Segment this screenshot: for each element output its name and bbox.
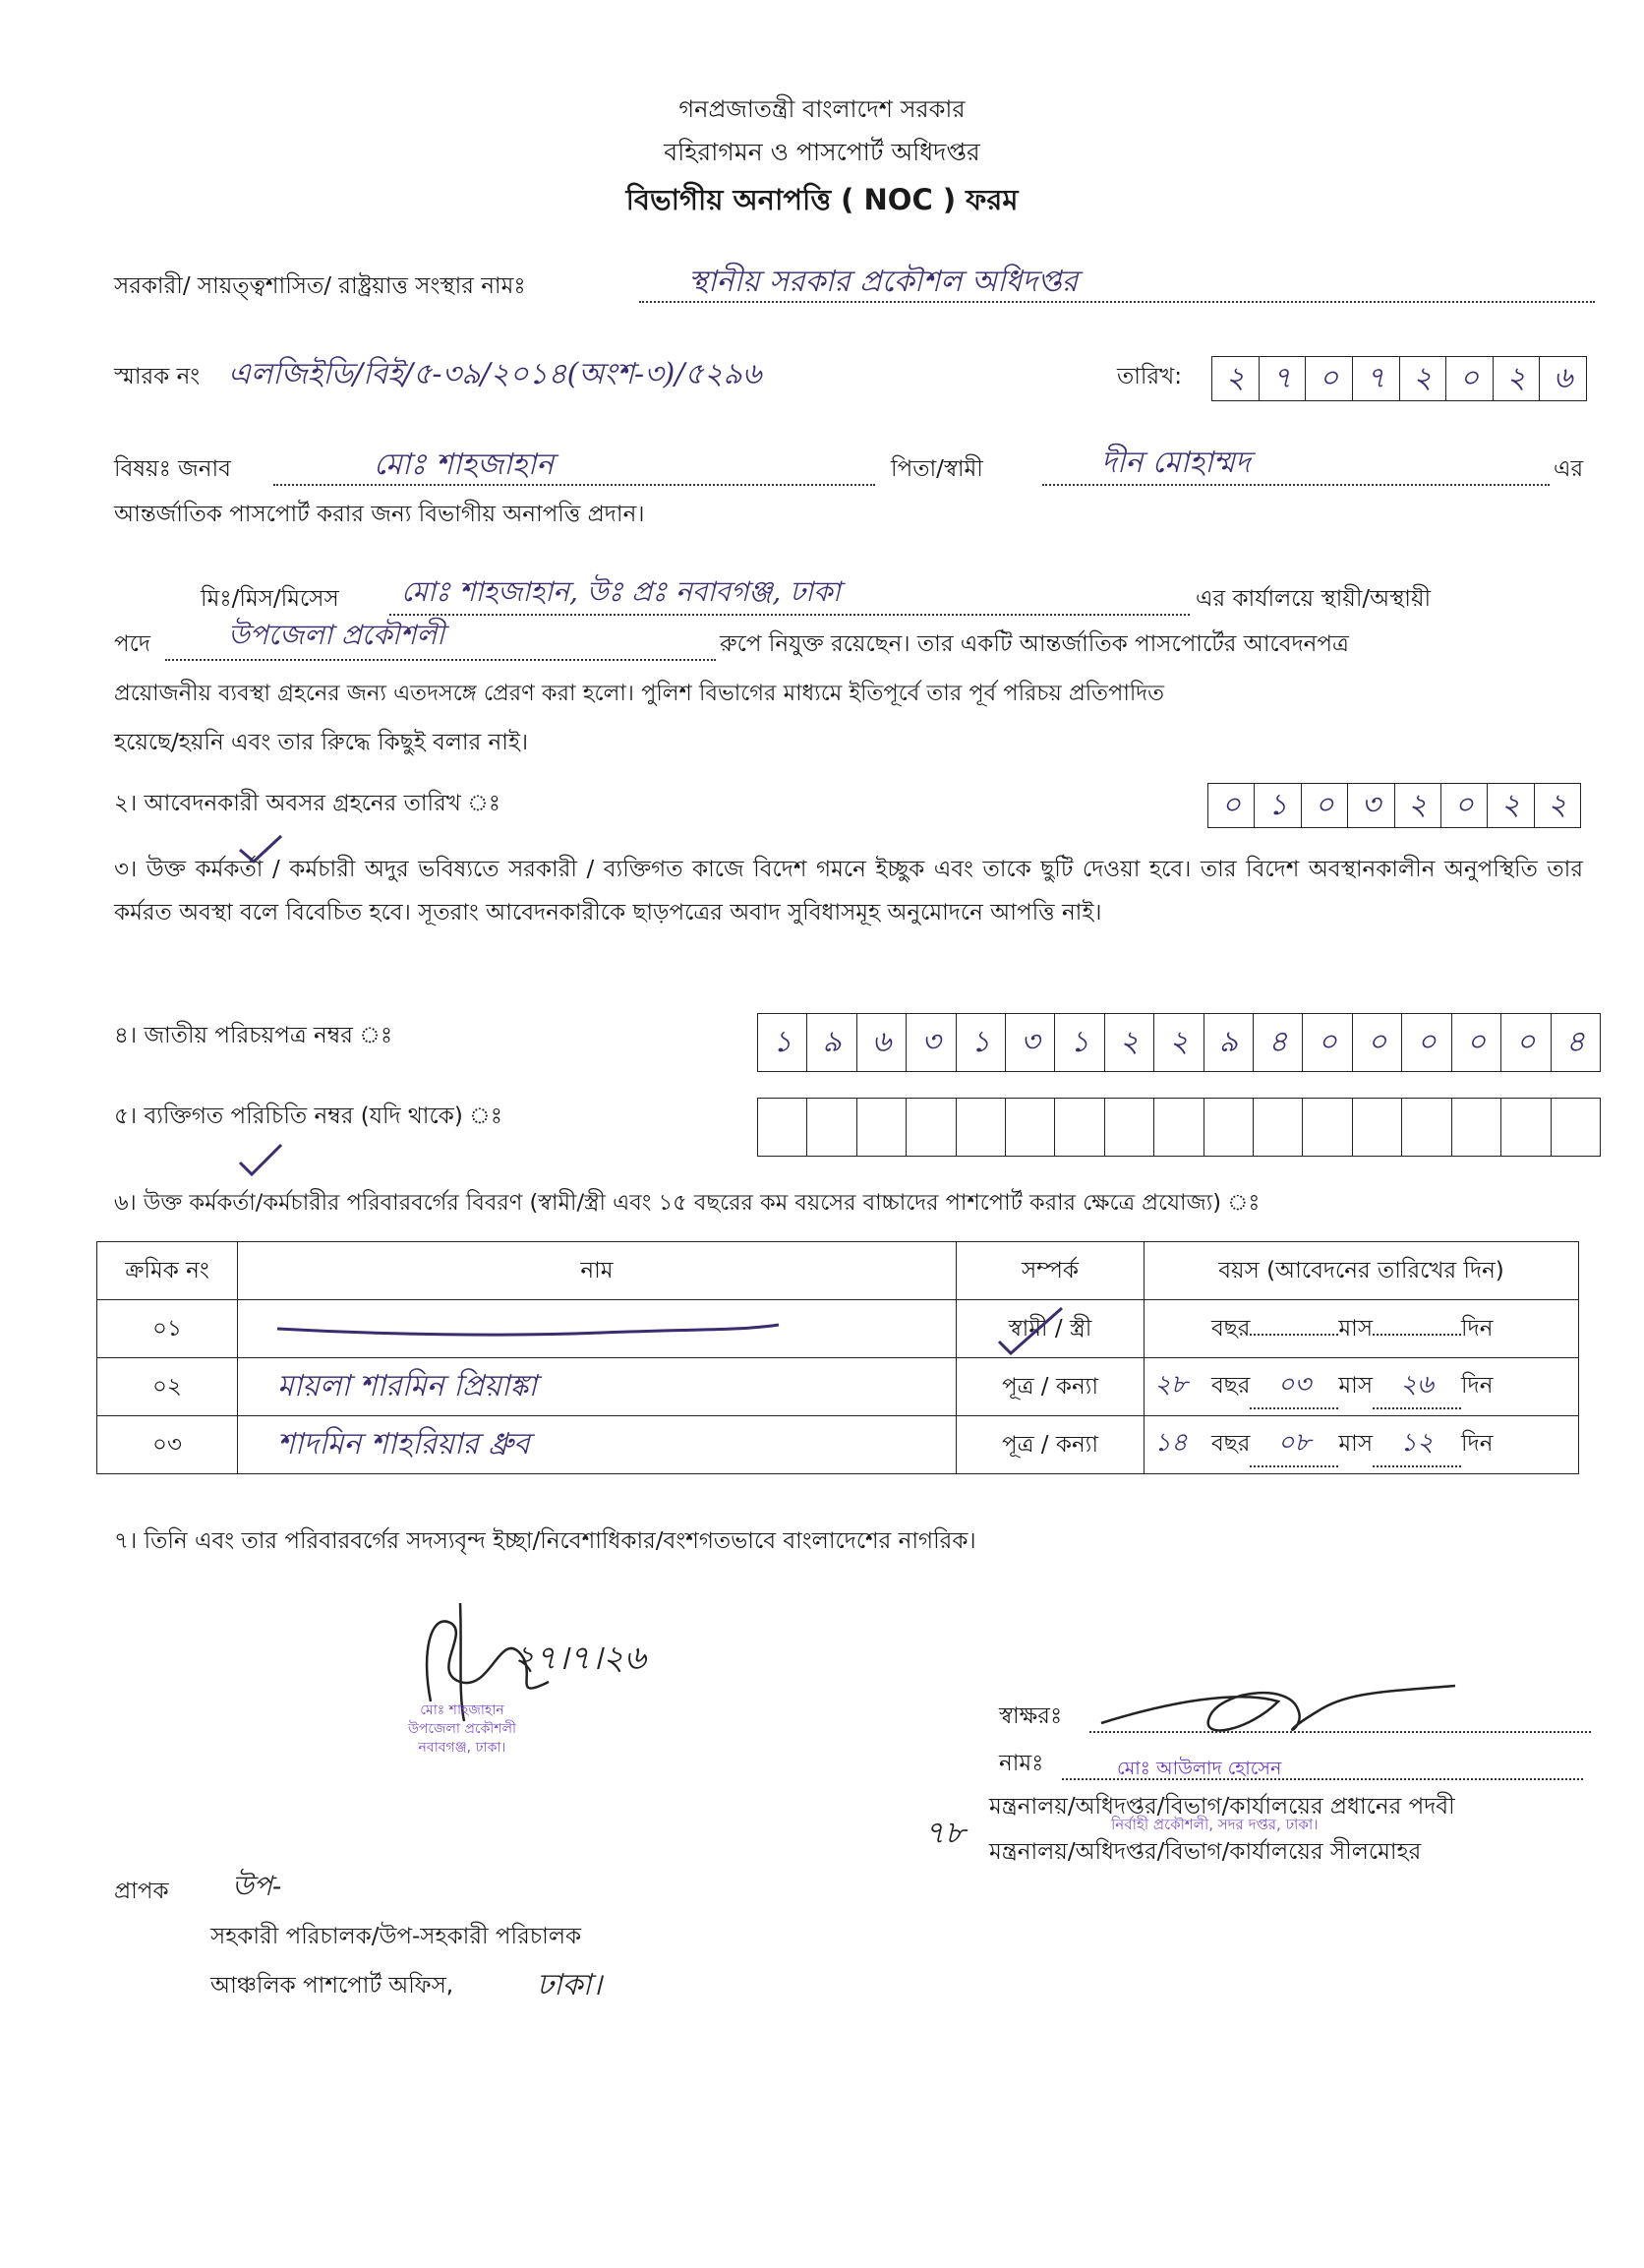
body-t4: প্রয়োজনীয় ব্যবস্থা গ্রহনের জন্য এতদসঙ্গে প্রেরণ করা হলো। পুলিশ বিভাগের মাধ্যমে ইতিপূর্বে তার পূর্ব পরিচয় প্রতিপাদিত bbox=[114, 681, 1164, 706]
age-month: ০৮ bbox=[1277, 1428, 1312, 1458]
digit-box: ২ bbox=[1105, 1014, 1154, 1071]
month-word: মাস bbox=[1338, 1315, 1374, 1342]
table-row bbox=[97, 1300, 1579, 1358]
header-age: বয়স (আবেদনের তারিখের দিন) bbox=[1145, 1242, 1579, 1300]
nid-boxes bbox=[757, 1013, 1601, 1072]
age-year: ১৪ bbox=[1154, 1428, 1188, 1458]
month-dots bbox=[1250, 1364, 1338, 1409]
item4-label: ৪। জাতীয় পরিচয়পত্র নম্বর ঃ bbox=[114, 1023, 393, 1048]
body-t1: এর কার্যালয়ে স্থায়ী/অস্থায়ী bbox=[1196, 586, 1432, 612]
digit-box bbox=[957, 1099, 1006, 1156]
retire-date-boxes bbox=[1207, 783, 1581, 828]
body-t2: পদে bbox=[114, 631, 150, 657]
seal-line2: উপজেলা প্রকৌশলী bbox=[407, 1721, 517, 1737]
row-relation: স্বামী / স্ত্রী bbox=[957, 1300, 1145, 1358]
digit-box: ২ bbox=[1212, 357, 1260, 400]
digit-box: ৪ bbox=[1565, 1024, 1585, 1059]
digit-box: ২ bbox=[1488, 784, 1534, 827]
body-t5: হয়েছে/হয়নি এবং তার রিুদ্ধে কিছুই বলার নাই। bbox=[114, 730, 529, 755]
row-relation: পূত্র / কন্যা bbox=[957, 1358, 1145, 1416]
row-serial: ০১ bbox=[97, 1300, 238, 1358]
row-serial: ০৩ bbox=[97, 1416, 238, 1474]
seal-line3: নবাবগঞ্জ, ঢাকা। bbox=[418, 1740, 506, 1756]
digit-box: ১ bbox=[957, 1014, 1006, 1071]
seal-line1: মোঃ শাহজাহান bbox=[420, 1702, 504, 1718]
digit-box: ৯ bbox=[1204, 1014, 1254, 1071]
tick-mark-icon bbox=[236, 832, 285, 865]
memo-date-boxes bbox=[1211, 356, 1587, 401]
item7-text: ৭। তিনি এবং তার পরিবারবর্গের সদস্যবৃন্দ ইচ্ছা/নিবেশাধিকার/বংশগতভাবে বাংলাদেশের নাগরিক। bbox=[114, 1528, 976, 1554]
digit-box: ৭ bbox=[1353, 357, 1400, 400]
day-dots bbox=[1373, 1422, 1461, 1467]
table-row bbox=[97, 1416, 1579, 1474]
digit-box bbox=[1552, 1099, 1600, 1156]
row-serial: ০২ bbox=[97, 1358, 238, 1416]
recipient-note: উপ- bbox=[232, 1870, 282, 1902]
digit-box: ০ bbox=[1306, 357, 1353, 400]
row-age bbox=[1145, 1358, 1579, 1416]
initial-mark: ৭৮ bbox=[924, 1814, 966, 1851]
digit-box: ২ bbox=[1494, 357, 1541, 400]
header-relation: সম্পর্ক bbox=[957, 1242, 1145, 1300]
digit-box: ০ bbox=[1402, 1014, 1451, 1071]
digit-box bbox=[1501, 1099, 1551, 1156]
item2-label: ২। আবেদনকারী অবসর গ্রহনের তারিখ ঃ bbox=[114, 791, 501, 816]
memo-label: স্মারক নং bbox=[114, 364, 201, 389]
digit-box: ০ bbox=[1501, 1014, 1551, 1071]
date-label: তারিখ: bbox=[1117, 364, 1183, 389]
digit-box bbox=[857, 1099, 907, 1156]
recipient-city: ঢাকা। bbox=[537, 1968, 603, 2002]
sign-label: স্বাক্ষরঃ bbox=[999, 1703, 1063, 1729]
table-header-row bbox=[97, 1242, 1579, 1300]
month-word: মাস bbox=[1338, 1431, 1374, 1457]
digit-box: ২ bbox=[1548, 787, 1567, 822]
digit-box bbox=[807, 1099, 856, 1156]
row-name: মায়লা শারমিন প্রিয়াঙ্কা bbox=[238, 1358, 957, 1416]
row-relation: পূত্র / কন্যা bbox=[957, 1416, 1145, 1474]
digit-box bbox=[1055, 1099, 1104, 1156]
year-word: বছর bbox=[1211, 1373, 1251, 1399]
digit-box: ০ bbox=[1303, 1014, 1352, 1071]
item5-label: ৫। ব্যক্তিগত পরিচিতি নম্বর (যদি থাকে) ঃ bbox=[114, 1104, 502, 1129]
redaction-scribble-icon bbox=[248, 1311, 798, 1341]
name-label: নামঃ bbox=[999, 1751, 1044, 1776]
seal-label: মন্ত্রনালয়/অধিদপ্তর/বিভাগ/কার্যালয়ের সীলমোহর bbox=[989, 1839, 1422, 1865]
age-day: ২৬ bbox=[1400, 1370, 1434, 1400]
day-dots bbox=[1373, 1364, 1461, 1409]
digit-box bbox=[1303, 1099, 1352, 1156]
digit-box: ০ bbox=[1208, 784, 1255, 827]
row-age bbox=[1145, 1416, 1579, 1474]
digit-box: ০ bbox=[1302, 784, 1348, 827]
age-month: ০৩ bbox=[1277, 1370, 1312, 1400]
digit-box: ৩ bbox=[907, 1014, 956, 1071]
person-value: মোঃ শাহজাহান, উঃ প্রঃ নবাবগঞ্জ, ঢাকা bbox=[401, 575, 841, 608]
row-age bbox=[1145, 1300, 1579, 1358]
subject-line2: আন্তর্জাতিক পাসপোর্ট করার জন্য বিভাগীয় অনাপত্তি প্রদান। bbox=[114, 502, 645, 527]
digit-box: ০ bbox=[1441, 784, 1488, 827]
header-serial: ক্রমিক নং bbox=[97, 1242, 238, 1300]
item6-label: ৬। উক্ত কর্মকর্তা/কর্মচারীর পরিবারবর্গের বিবরণ (স্বামী/স্ত্রী এবং ১৫ বছরের কম বয়সের বাচ্চাদের পাশপোর্ট করার ক্ষেত্রে প্রযোজ্য) ঃ bbox=[114, 1190, 1261, 1216]
row-name: শাদমিন শাহরিয়ার ধ্রুব bbox=[238, 1416, 957, 1474]
pid-boxes bbox=[757, 1098, 1601, 1157]
table-row bbox=[97, 1358, 1579, 1416]
month-dots bbox=[1250, 1334, 1338, 1336]
digit-box bbox=[1353, 1099, 1402, 1156]
recipient-line2: আঞ্চলিক পাশপোর্ট অফিস, bbox=[210, 1973, 454, 1999]
digit-box: ২ bbox=[1154, 1014, 1204, 1071]
month-dots bbox=[1250, 1422, 1338, 1467]
subject-suffix: এর bbox=[1554, 456, 1584, 482]
digit-box: ১ bbox=[1255, 784, 1301, 827]
salutation: মিঃ/মিস/মিসেস bbox=[201, 586, 339, 612]
item3-text: ৩। উক্ত কর্মকর্তা / কর্মচারী অদুর ভবিষ্যতে সরকারী / ব্যক্তিগত কাজে বিদেশ গমনে ইচ্ছুক এবং তাকে ছুটি দেওয়া হবে। তার বিদেশ অবস্থানকালীন অনুপস্থিতি তার কর্মরত অবস্থা বলে বিবেচিত হবে। সূতরাং আবেদনকারীকে ছাড়পত্রের অবাদ সুবিধাসমূহ অনুমোদনে আপত্তি নাই। bbox=[114, 857, 1583, 925]
age-year: ২৮ bbox=[1154, 1370, 1188, 1400]
post-value: উপজেলা প্রকৌশলী bbox=[228, 619, 445, 651]
digit-box bbox=[1254, 1099, 1303, 1156]
subject-label: বিষয়ঃ জনাব bbox=[114, 456, 231, 482]
recipient-line1: সহকারী পরিচালক/উপ-সহকারী পরিচালক bbox=[210, 1924, 582, 1949]
header-line2: বহিরাগমন ও পাসপোর্ট অধিদপ্তর bbox=[664, 138, 980, 166]
row-name bbox=[238, 1300, 957, 1358]
age-day: ১২ bbox=[1400, 1428, 1434, 1458]
designation-label: মন্ত্রনালয়/অধিদপ্তর/বিভাগ/কার্যালয়ের প্রধানের পদবী bbox=[989, 1794, 1455, 1820]
header-name: নাম bbox=[238, 1242, 957, 1300]
subject-name: মোঃ শাহজাহান bbox=[374, 448, 555, 482]
digit-box bbox=[1154, 1099, 1204, 1156]
body-t3: রুপে নিযুক্ত রয়েছেন। তার একটি আন্তর্জাতিক পাসপোর্টের আবেদনপত্র bbox=[720, 631, 1349, 657]
tick-mark-icon-3 bbox=[993, 1302, 1072, 1361]
digit-box: ৪ bbox=[1254, 1014, 1303, 1071]
digit-box: ১ bbox=[1055, 1014, 1104, 1071]
digit-box bbox=[1105, 1099, 1154, 1156]
digit-box: ৯ bbox=[807, 1014, 856, 1071]
left-sign-date: ২৭।৭।২৬ bbox=[513, 1639, 646, 1678]
digit-box: ১ bbox=[758, 1014, 807, 1071]
org-value: স্থানীয় সরকার প্রকৌশল অধিদপ্তর bbox=[688, 265, 1079, 299]
day-word: দিন bbox=[1461, 1315, 1494, 1342]
digit-box bbox=[907, 1099, 956, 1156]
year-word: বছর bbox=[1211, 1431, 1251, 1457]
digit-box bbox=[1204, 1099, 1254, 1156]
digit-box bbox=[1402, 1099, 1451, 1156]
name-stamp: মোঃ আউলাদ হোসেন bbox=[1117, 1758, 1282, 1779]
digit-box bbox=[758, 1099, 807, 1156]
day-dots bbox=[1373, 1334, 1461, 1336]
left-seal bbox=[364, 1701, 560, 1758]
header-line1: গনপ্রজাতন্ত্রী বাংলাদেশ সরকার bbox=[678, 95, 966, 123]
digit-box: ০ bbox=[1353, 1014, 1402, 1071]
form-title: বিভাগীয় অনাপত্তি ( NOC ) ফরম bbox=[625, 183, 1019, 216]
recipient-label: প্রাপক bbox=[114, 1879, 169, 1904]
digit-box: ২ bbox=[1400, 357, 1447, 400]
memo-value: এলজিইডি/বিই/৫-৩৯/২০১৪(অংশ-৩)/৫২৯৬ bbox=[228, 357, 762, 391]
digit-box: ৬ bbox=[1553, 360, 1573, 395]
day-word: দিন bbox=[1461, 1373, 1494, 1399]
tick-mark-icon-2 bbox=[236, 1141, 285, 1180]
father-name: দীন মোহাম্মদ bbox=[1101, 446, 1251, 480]
digit-box: ৩ bbox=[1348, 784, 1394, 827]
right-signature-icon bbox=[1091, 1662, 1465, 1751]
digit-box: ০ bbox=[1452, 1014, 1501, 1071]
year-word: বছর bbox=[1211, 1315, 1251, 1342]
digit-box: ০ bbox=[1446, 357, 1494, 400]
family-table bbox=[96, 1241, 1579, 1474]
subject-dotline bbox=[273, 474, 875, 486]
digit-box: ৬ bbox=[857, 1014, 907, 1071]
digit-box: ২ bbox=[1395, 784, 1441, 827]
org-label: সরকারী/ সায়ত্ত্বশাসিত/ রাষ্ট্রয়াত্ত সংস্থার নামঃ bbox=[114, 273, 526, 299]
month-word: মাস bbox=[1338, 1373, 1374, 1399]
digit-box: ৭ bbox=[1260, 357, 1307, 400]
digit-box bbox=[1006, 1099, 1055, 1156]
digit-box bbox=[1452, 1099, 1501, 1156]
designation-stamp: নির্বাহী প্রকৌশলী, সদর দপ্তর, ঢাকা। bbox=[1111, 1816, 1319, 1833]
father-label: পিতা/স্বামী bbox=[891, 456, 983, 482]
day-word: দিন bbox=[1461, 1431, 1494, 1457]
digit-box: ৩ bbox=[1006, 1014, 1055, 1071]
